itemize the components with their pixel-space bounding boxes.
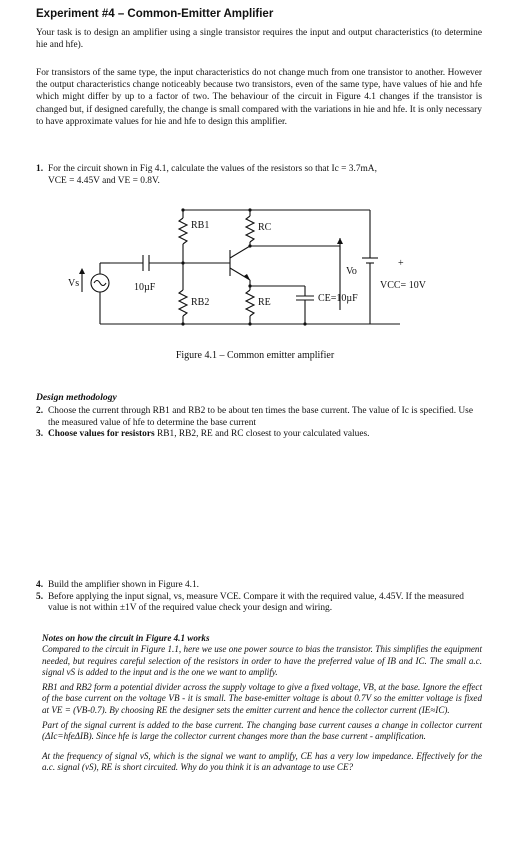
item-text: RB1, RB2, RE and RC closest to your calculated values.: [157, 429, 370, 440]
label-plus: +: [398, 258, 404, 269]
item-number: 4.: [36, 580, 44, 590]
item-text: For the circuit shown in Fig 4.1, calculate the values of the resistors so that Ic = 3.7mA,: [48, 164, 377, 174]
instruction-item-2: [36, 406, 484, 429]
item-text-bold: Choose values for resistors: [48, 429, 155, 440]
label-vs: Vs: [68, 278, 80, 289]
label-vo: Vo: [346, 266, 357, 277]
notes-paragraph-3: Part of the signal current is added to the base current. The changing base current causes a change in collector current (ΔIc=hfeΔIB). Since hfe is large the collector current changes more than the base current - amplification.: [42, 720, 482, 742]
label-cin: 10µF: [134, 282, 156, 293]
notes-paragraph-1: Compared to the circuit in Figure 1.1, here we use one power source to bias the transistor. This simplifies the equipment needed, but requires careful selection of the resistors in order to have the preferred value of IB and IC. The small a.c. signal vS is added to the input and is the one we want to amplify.: [42, 644, 482, 677]
circuit-diagram: [0, 190, 510, 350]
label-rc: RC: [258, 222, 272, 233]
label-vcc: VCC= 10V: [380, 280, 426, 291]
item-number: 1.: [36, 164, 44, 174]
intro-paragraph-2: For transistors of the same type, the input characteristics do not change much from one transistor to another. However the output characteristics change noticeably because two transistors, even of the same type, have values of hie and hfe which might differ by up to a factor of two. The behaviour of the circuit in Figure 4.1 changes if the transistor is changed but, if designed carefully, the change is small compared with the variations in hie and hfe. It is only necessary to have approximate values for hie and hfe to design this amplifier.: [36, 68, 482, 127]
page-title: Experiment #4 – Common-Emitter Amplifier: [36, 8, 274, 20]
label-rb1: RB1: [191, 220, 210, 231]
label-ce: CE=10µF: [318, 293, 358, 304]
notes-paragraph-4: At the frequency of signal vS, which is the signal we want to amplify, CE has a very low impedance. Effectively for the a.c. signal (vS), RE is short circuited. Why do you think it is an advantage to use CE?: [42, 750, 482, 772]
label-re: RE: [258, 297, 271, 308]
item-number: 2.: [36, 406, 44, 416]
instruction-item-4: [36, 580, 484, 592]
instruction-list-design: [36, 406, 484, 441]
notes-paragraph-2: RB1 and RB2 form a potential divider across the supply voltage to give a fixed voltage, VB, at the base. Ignore the effect of the base current on the voltage VB - it is small. The base-emitter voltage is about 0.7V so the emitter voltage is fixed at VE = (VB-0.7). By choosing RE the designer sets the emitter current and hence the collector current (IE≈IC).: [42, 682, 482, 715]
label-rb2: RB2: [191, 297, 210, 308]
item-text-cont: VCE = 4.45V and VE = 0.8V.: [48, 175, 160, 186]
design-heading: Design methodology: [36, 392, 117, 403]
item-number: 5.: [36, 591, 44, 602]
item-text: Build the amplifier shown in Figure 4.1.: [48, 580, 200, 590]
instruction-list-build: [36, 580, 484, 615]
instruction-item-3: [36, 429, 484, 441]
intro-paragraph-1: Your task is to design an amplifier using a single transistor requires the input and output characteristics (to determine hie and hfe).: [36, 28, 482, 51]
item-number: 3.: [36, 429, 44, 440]
instruction-item-1: [36, 164, 484, 187]
item-text: Choose the current through RB1 and RB2 to be about ten times the base current. The value of Ic is specified. Use the measured value of hfe to determine the base current: [48, 406, 473, 428]
notes-heading: Notes on how the circuit in Figure 4.1 works: [42, 633, 210, 643]
instruction-item-5: [36, 592, 484, 615]
notes-section: [42, 633, 482, 773]
figure-caption: Figure 4.1 – Common emitter amplifier: [175, 350, 335, 361]
item-text: Before applying the input signal, vs, measure VCE. Compare it with the required value, 4.45V. If the measured value is not within ±1V of the required value check your design and wiring.: [48, 591, 464, 614]
